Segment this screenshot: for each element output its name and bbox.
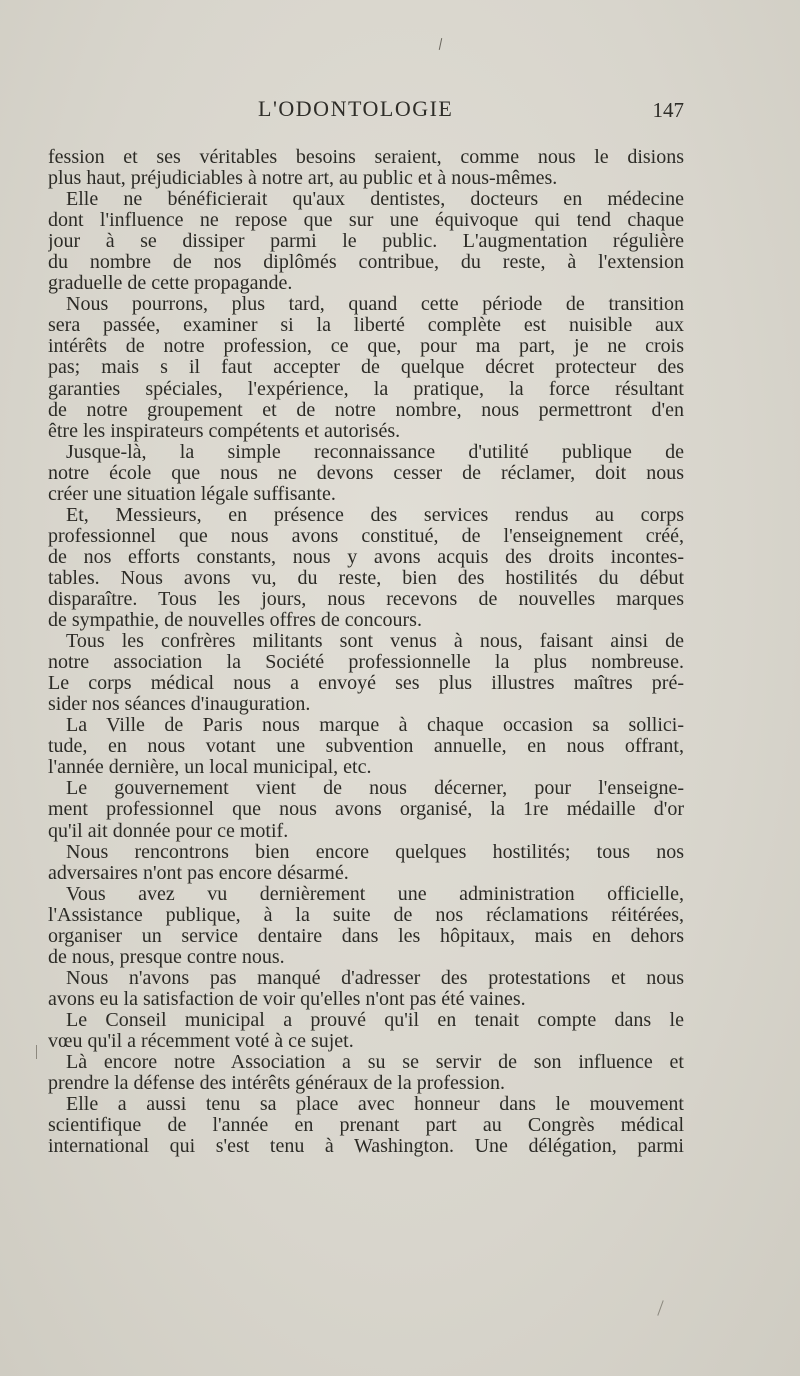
text-line: de sympathie, de nouvelles offres de concours. [48, 610, 422, 632]
text-line: Jusque-là, la simple reconnaissance d'utilité publique de [66, 441, 684, 463]
text-line: Nous n'avons pas manqué d'adresser des protestations et nous [66, 967, 684, 989]
text-line: de nous, presque contre nous. [48, 946, 285, 968]
text-line: Et, Messieurs, en présence des services rendus au corps [66, 504, 684, 526]
text-line: l'année dernière, un local municipal, etc. [48, 757, 372, 779]
text-line: de notre groupement et de notre nombre, nous permettront d'en [48, 399, 684, 421]
text-line: Elle ne bénéficierait qu'aux dentistes, docteurs en médecine [66, 189, 684, 211]
text-line: pas; mais s il faut accepter de quelque décret protecteur des [48, 357, 684, 379]
page-number: 147 [652, 98, 684, 122]
text-line: garanties spéciales, l'expérience, la pratique, la force résultant [48, 378, 684, 400]
text-line: Le gouvernement vient de nous décerner, pour l'enseigne- [66, 778, 684, 800]
text-line: La Ville de Paris nous marque à chaque occasion sa sollici- [66, 715, 684, 737]
text-line: notre école que nous ne devons cesser de réclamer, doit nous [48, 462, 684, 484]
text-line: du nombre de nos diplômés contribue, du reste, à l'extension [48, 252, 684, 274]
text-line: de nos efforts constants, nous y avons acquis des droits incontes- [48, 546, 684, 568]
margin-mark [657, 1300, 663, 1315]
text-line: Le corps médical nous a envoyé ses plus illustres maîtres pré- [48, 673, 684, 695]
text-line: avons eu la satisfaction de voir qu'elles n'ont pas été vaines. [48, 988, 526, 1010]
text-line: tables. Nous avons vu, du reste, bien des hostilités du début [48, 567, 684, 589]
text-line: qu'il ait donnée pour ce motif. [48, 820, 289, 842]
text-line: Le Conseil municipal a prouvé qu'il en tenait compte dans le [66, 1009, 684, 1031]
text-line: tude, en nous votant une subvention annuelle, en nous offrant, [48, 736, 684, 758]
text-line: organiser un service dentaire dans les hôpitaux, mais en dehors [48, 925, 684, 947]
text-line: ment professionnel que nous avons organisé, la 1re médaille d'or [48, 799, 684, 821]
text-line: sera passée, examiner si la liberté complète est nuisible aux [48, 315, 684, 337]
running-head [48, 96, 688, 132]
text-line: jour à se dissiper parmi le public. L'augmentation régulière [48, 231, 684, 253]
text-line: Nous rencontrons bien encore quelques hostilités; tous nos [66, 841, 684, 863]
text-line: prendre la défense des intérêts généraux de la profession. [48, 1073, 506, 1095]
text-line: dont l'influence ne repose que sur une équivoque qui tend chaque [48, 210, 684, 232]
text-line: Tous les confrères militants sont venus à nous, faisant ainsi de [66, 631, 684, 653]
text-line: Là encore notre Association a su se servir de son influence et [66, 1052, 684, 1074]
text-line: notre association la Société professionnelle la plus nombreuse. [48, 652, 684, 674]
journal-title: L'ODONTOLOGIE [258, 96, 454, 121]
margin-mark [36, 1045, 37, 1059]
text-line: professionnel que nous avons constitué, de l'enseignement créé, [48, 525, 684, 547]
text-line: être les inspirateurs compétents et autorisés. [48, 420, 401, 442]
text-line: Vous avez vu dernièrement une administration officielle, [66, 883, 684, 905]
text-line: graduelle de cette propagande. [48, 273, 293, 295]
text-line: intérêts de notre profession, ce que, pour ma part, je ne crois [48, 336, 684, 358]
text-line: sider nos séances d'inauguration. [48, 694, 311, 716]
text-line: l'Assistance publique, à la suite de nos réclamations réitérées, [48, 904, 684, 926]
text-line: créer une situation légale suffisante. [48, 483, 336, 505]
body-text [48, 147, 684, 1157]
text-line: plus haut, préjudiciables à notre art, au public et à nous-mêmes. [48, 168, 558, 190]
text-line: disparaître. Tous les jours, nous recevons de nouvelles marques [48, 588, 684, 610]
text-line: Elle a aussi tenu sa place avec honneur dans le mouvement [66, 1094, 684, 1116]
text-line: fession et ses véritables besoins seraient, comme nous le disions [48, 147, 684, 168]
text-line: international qui s'est tenu à Washington. Une délégation, parmi [48, 1136, 684, 1158]
text-line: vœu qu'il a récemment voté à ce sujet. [48, 1030, 354, 1052]
text-line: adversaires n'ont pas encore désarmé. [48, 862, 349, 884]
text-line: Nous pourrons, plus tard, quand cette période de transition [66, 294, 684, 316]
text-line: scientifique de l'année en prenant part au Congrès médical [48, 1115, 684, 1137]
print-mark [439, 38, 442, 50]
